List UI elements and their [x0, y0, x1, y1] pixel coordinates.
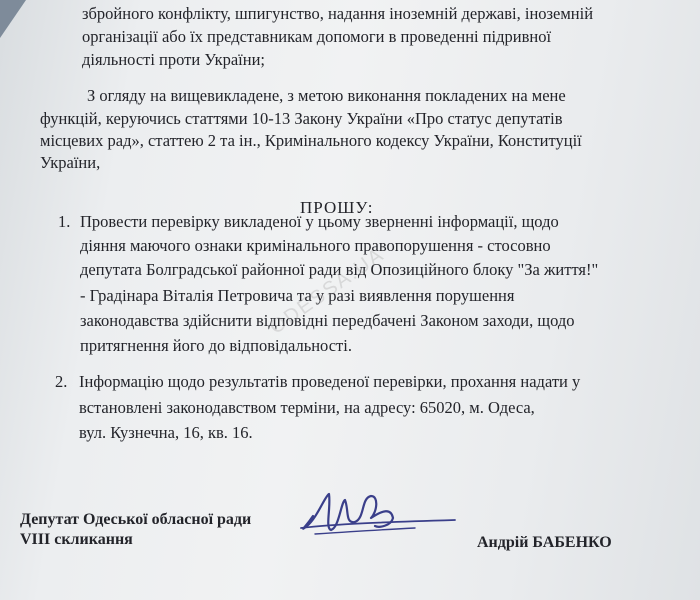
item1-line: - Градінара Віталія Петровича та у разі виявлення порушення: [80, 286, 515, 305]
signature-position: Депутат Одеської обласної ради: [20, 511, 252, 528]
paragraph1-line: збройного конфлікту, шпигунство, надання іноземній державі, іноземній: [82, 4, 594, 23]
signature-convocation: VIII скликання: [20, 531, 133, 548]
handwritten-signature: [295, 488, 460, 548]
watermark: ODESSA.UA: [265, 243, 389, 339]
page-corner-shadow: [0, 0, 26, 38]
paragraph2-line: З огляду на вищевикладене, з метою виконання покладених на мене: [87, 86, 566, 105]
paragraph2-line: України,: [40, 153, 101, 172]
signer-name: Андрій БАБЕНКО: [477, 534, 612, 551]
item2-line: Інформацію щодо результатів проведеної перевірки, прохання надати у: [79, 372, 581, 391]
paragraph1-line: діяльності проти України;: [82, 50, 265, 69]
item1-line: притягнення його до відповідальності.: [80, 336, 352, 355]
item1-line: депутата Болградської районної ради від Опозиційного блоку "За життя!": [80, 260, 599, 279]
item1-line: законодавства здійснити відповідні передбачені Законом заходи, щодо: [80, 311, 575, 330]
item-number: 2.: [55, 372, 68, 391]
item-number: 1.: [58, 212, 71, 231]
item1-line: діяння маючого ознаки кримінального правопорушення - стосовно: [80, 236, 551, 255]
item1-line: Провести перевірку викладеної у цьому зверненні інформації, щодо: [80, 212, 559, 231]
paragraph2-line: функцій, керуючись статтями 10-13 Закону України «Про статус депутатів: [40, 109, 563, 128]
paragraph1-line: організації або їх представникам допомоги в проведенні підривної: [82, 27, 552, 46]
item2-line: встановлені законодавством терміни, на адресу: 65020, м. Одеса,: [79, 398, 535, 417]
paragraph2-line: місцевих рад», статтею 2 та ін., Кримінального кодексу України, Конституції: [40, 131, 582, 150]
item2-line: вул. Кузнечна, 16, кв. 16.: [79, 423, 253, 442]
request-title: ПРОШУ:: [300, 198, 374, 217]
